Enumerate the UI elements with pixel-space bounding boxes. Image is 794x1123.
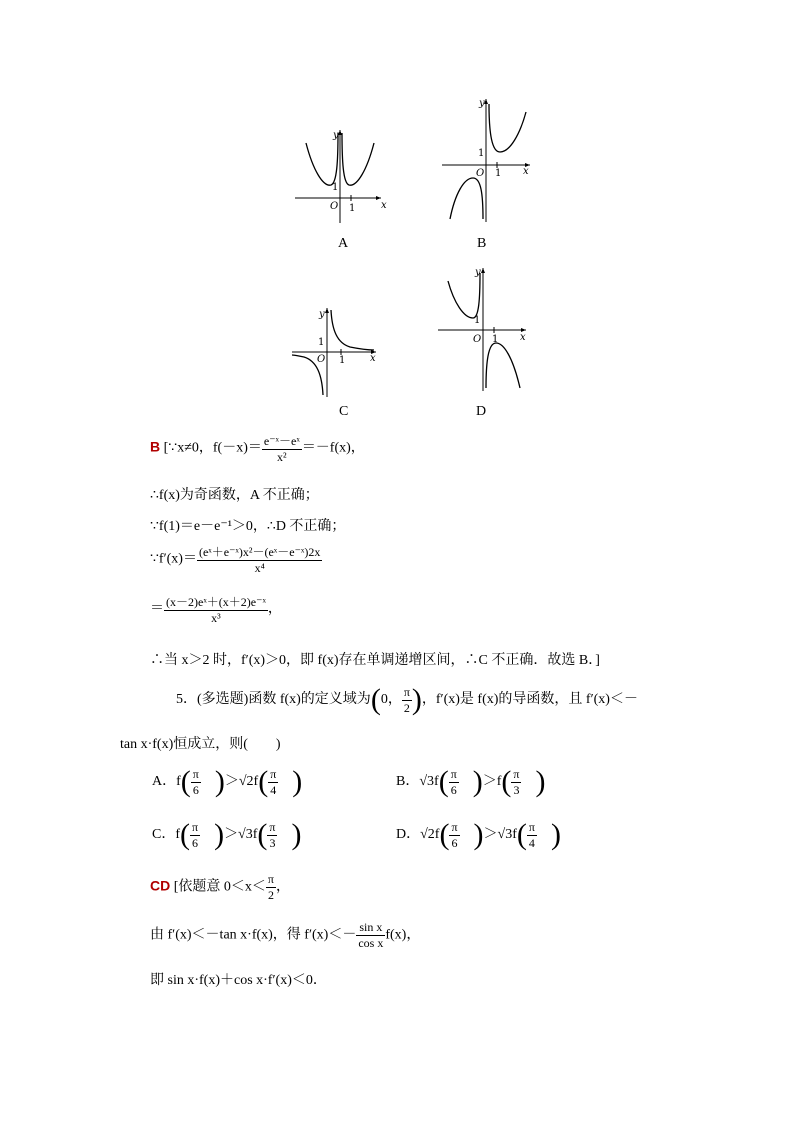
graph-a-y: y [333, 130, 339, 141]
question5-l1-two: 2 [403, 700, 410, 715]
question5-l1-pre: 5．(多选题)函数 f(x)的定义域为 [176, 692, 371, 708]
option-c-num1: π [192, 819, 199, 834]
graph-a-svg [293, 125, 393, 225]
option-d-num1: π [451, 819, 458, 834]
graph-b-one-y: 1 [478, 148, 485, 159]
option-a-den1: 6 [192, 782, 199, 797]
option-c-den2: 3 [269, 835, 276, 850]
graph-b-caption: B [477, 236, 487, 251]
question5-line2: tan x·f(x)恒成立，则( ) [120, 737, 281, 752]
solution5-l1-post: ， [275, 879, 290, 895]
question5-l1-int-left: 0， [380, 692, 402, 708]
solution4-l4-num: (eˣ＋e⁻ˣ)x²－(eˣ－e⁻ˣ)2x [198, 545, 321, 559]
solution4-line1 [150, 432, 365, 465]
question5-l1-post: ，f′(x)是 f(x)的导函数，且 f′(x)＜－ [421, 692, 638, 708]
solution4-line4 [150, 543, 322, 576]
solution4-line6: ∴当 x＞2 时，f′(x)＞0，即 f(x)存在单调递增区间，∴C 不正确．故选 B．] [150, 653, 600, 668]
graph-b [440, 94, 540, 224]
graph-c-caption: C [339, 404, 349, 419]
option-c-den1: 6 [192, 835, 199, 850]
option-c-mid: ＞√3f [224, 827, 258, 843]
solution4-l1-num: e⁻ˣ－eˣ [263, 434, 300, 448]
graph-b-o: O [476, 168, 485, 179]
option-c-num2: π [269, 819, 276, 834]
graph-a [293, 125, 393, 225]
graph-b-one-x: 1 [495, 168, 502, 179]
option-d-num2: π [528, 819, 535, 834]
solution5-l2-den: cos x [358, 936, 384, 950]
solution4-l5-num: (x－2)eˣ＋(x＋2)e⁻ˣ [166, 595, 266, 609]
solution4-l5-post: ， [267, 601, 282, 617]
solution4-l1-den: x² [277, 450, 287, 464]
solution4-l1-post: ＝－f(x)， [301, 440, 365, 456]
option-b-num2: π [513, 766, 520, 781]
graph-b-y: y [479, 98, 485, 109]
option-b[interactable]: B．√3f( $\frac{\pi}{6}$ )＞f( $\frac{\pi}{3}$ ) [396, 765, 546, 798]
solution5-line1 [150, 872, 290, 903]
solution5-answer: CD [150, 877, 171, 894]
graph-c-o: O [317, 354, 326, 365]
solution5-l1-num: π [267, 872, 274, 886]
graph-c-x: x [370, 353, 376, 364]
graph-c-one-y: 1 [318, 337, 325, 348]
option-b-num1: π [450, 766, 457, 781]
question5-line1: 5．(多选题)函数 f(x)的定义域为(0， $\frac{\pi}{2}$ )，f′(x)是 f(x)的导函数，且 f′(x)＜－ [176, 683, 638, 716]
solution5-line3: 即 sin x·f(x)＋cos x·f′(x)＜0． [150, 973, 327, 988]
solution4-line5 [150, 593, 282, 626]
graph-d-one-x: 1 [492, 334, 499, 345]
option-c-pre: C．f [152, 827, 180, 843]
graph-a-one-y: 1 [332, 182, 339, 193]
graph-d-x: x [520, 332, 526, 343]
solution5-l1-den: 2 [267, 888, 274, 902]
graph-c [292, 305, 392, 400]
option-b-pre: B．√3f [396, 774, 439, 790]
solution4-l5-den: x³ [211, 611, 221, 625]
solution5-l2-num: sin x [356, 920, 385, 936]
solution5-l2-post: f(x)， [385, 927, 421, 943]
option-c[interactable]: C．f( $\frac{\pi}{6}$ )＞√3f( $\frac{\pi}{3}$ ) [152, 818, 302, 851]
graph-a-x: x [381, 200, 387, 211]
solution4-l4-pre: ∵f′(x)＝ [150, 551, 197, 567]
graph-d-svg [438, 263, 538, 393]
solution4-l5-pre: ＝ [150, 601, 164, 617]
option-d-pre: D．√2f [396, 827, 440, 843]
solution5-l1-pre: [依题意 0＜x＜ [173, 879, 266, 895]
solution4-l4-den: x⁴ [254, 561, 265, 575]
option-d-den1: 6 [451, 835, 458, 850]
option-a-pre: A．f [152, 774, 181, 790]
graph-d-one-y: 1 [474, 315, 481, 326]
option-b-mid: ＞f [482, 774, 502, 790]
solution4-line2: ∴f(x)为奇函数，A 不正确； [150, 488, 319, 503]
option-b-den1: 6 [450, 782, 457, 797]
graph-d-y: y [475, 267, 481, 278]
solution4-answer: B [150, 438, 161, 455]
graph-d [438, 263, 538, 393]
graph-c-y: y [319, 309, 325, 320]
graph-c-svg [292, 305, 392, 400]
solution5-l2-pre: 由 f′(x)＜－tan x·f(x)，得 f′(x)＜－ [150, 927, 357, 943]
graph-c-one-x: 1 [339, 355, 346, 366]
graph-b-svg [440, 94, 540, 224]
option-a-den2: 4 [270, 782, 277, 797]
option-a-num1: π [192, 766, 199, 781]
graph-a-one-x: 1 [349, 203, 356, 214]
option-d-mid: ＞√3f [483, 827, 517, 843]
solution4-line3: ∵f(1)＝e－e⁻¹＞0，∴D 不正确； [150, 519, 346, 534]
option-a-mid: ＞√2f [224, 774, 259, 790]
question5-l1-pi: π [403, 684, 410, 699]
graph-d-caption: D [476, 404, 487, 419]
option-b-den2: 3 [513, 782, 520, 797]
solution4-l1-pre: [∵x≠0，f(－x)＝ [163, 440, 262, 456]
option-d[interactable]: D．√2f( $\frac{\pi}{6}$ )＞√3f( $\frac{\pi}{4}$ ) [396, 818, 561, 851]
graph-a-caption: A [338, 236, 349, 251]
option-d-den2: 4 [528, 835, 535, 850]
graph-d-o: O [473, 334, 482, 345]
graph-b-x: x [523, 166, 529, 177]
graph-a-o: O [330, 201, 339, 212]
solution5-line2 [150, 920, 420, 951]
option-a-num2: π [270, 766, 277, 781]
option-a[interactable]: A．f( $\frac{\pi}{6}$ )＞√2f( $\frac{\pi}{4}$ ) [152, 765, 303, 798]
